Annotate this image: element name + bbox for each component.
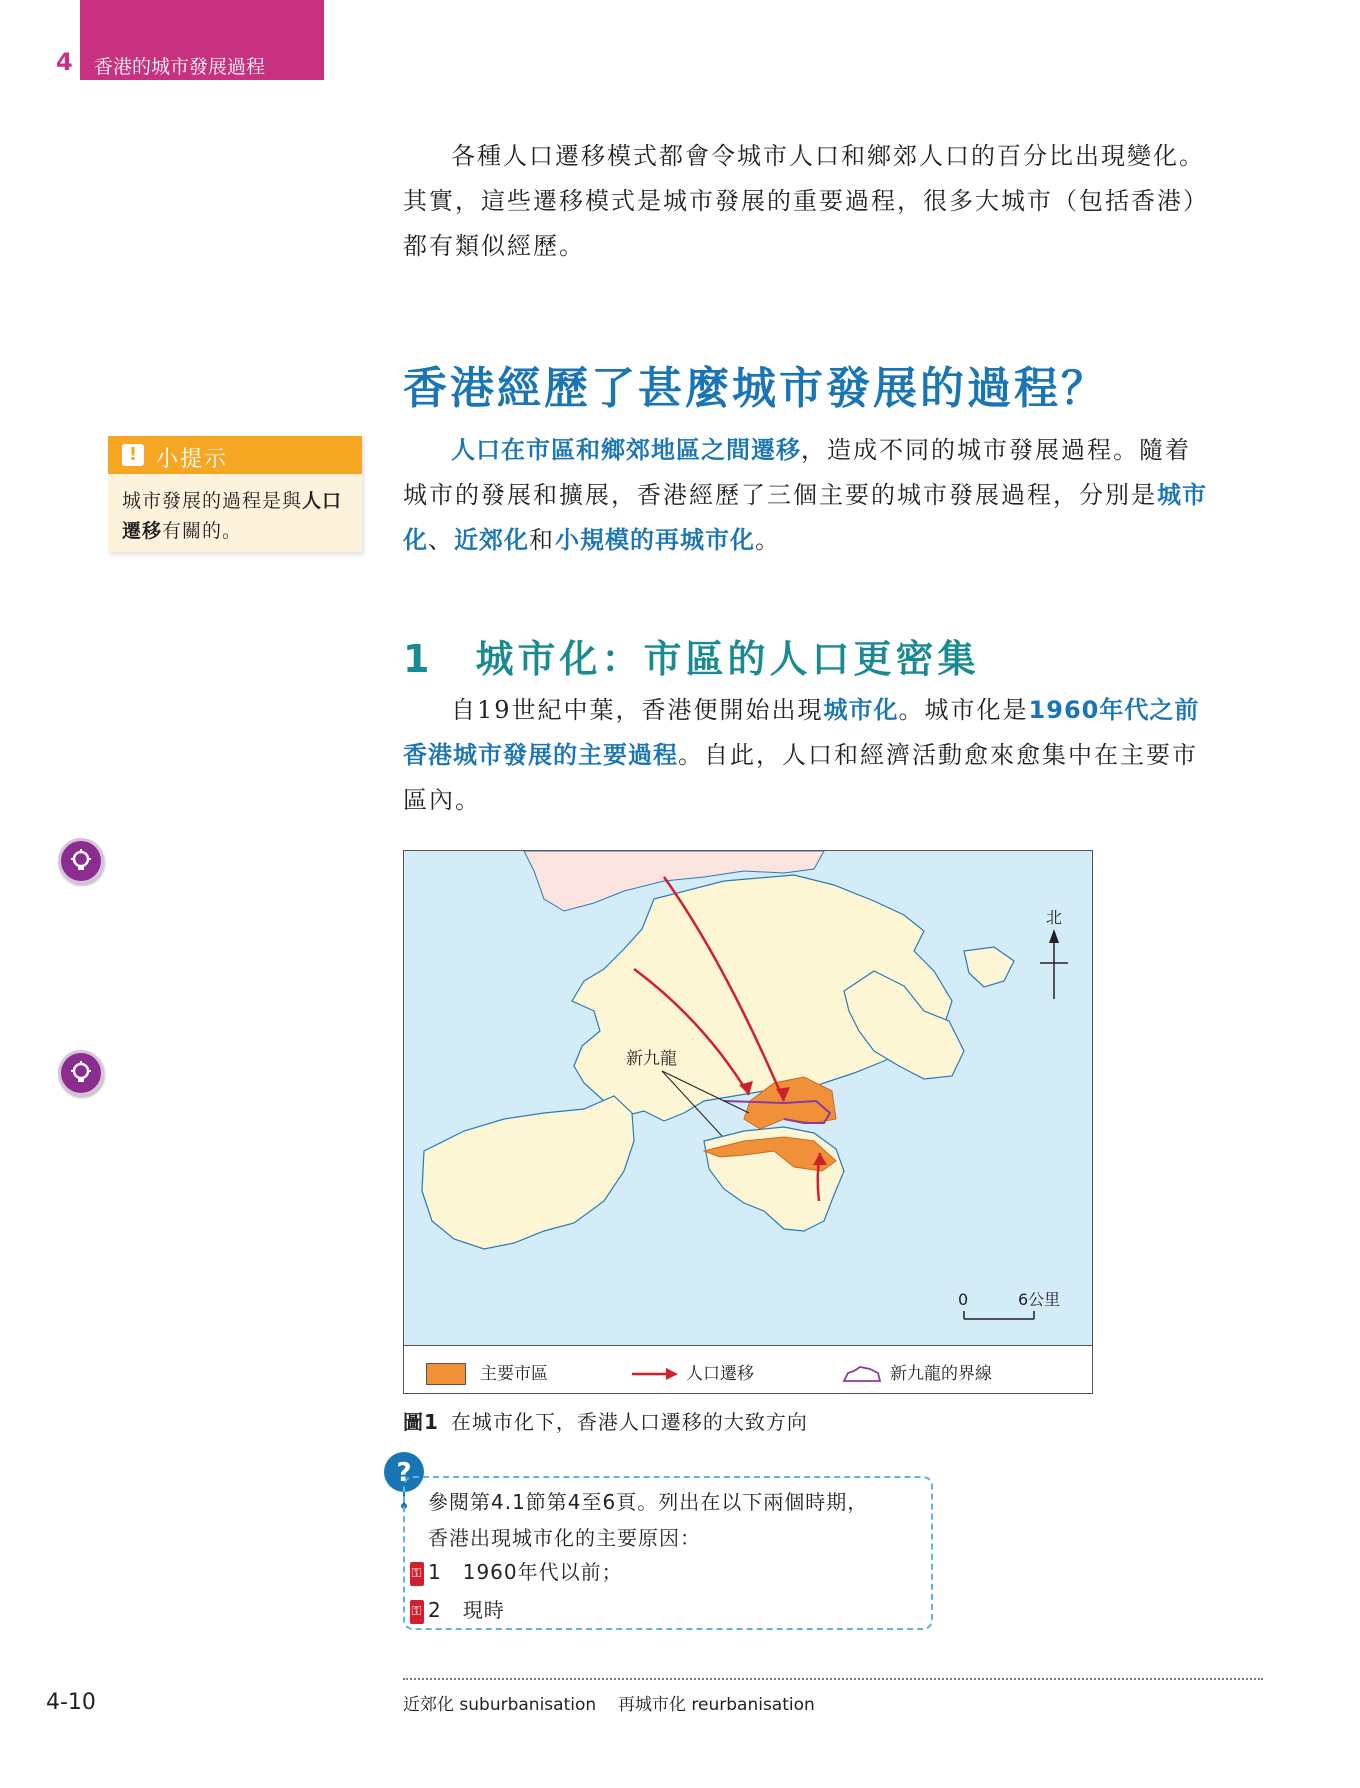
chapter-number: 4 <box>56 48 73 76</box>
tip-text <box>122 486 350 546</box>
section-line <box>403 473 1263 518</box>
text-run: 。自此，人口和經濟活動愈來愈集中在主要市 <box>678 741 1198 769</box>
text-run: 自19世紀中葉，香港便開始出現 <box>451 696 824 724</box>
section-line <box>403 428 1263 473</box>
text-run: 和 <box>529 526 555 554</box>
question-item-text: 1 1960年代以前； <box>428 1560 623 1584</box>
section-heading: 香港經歷了甚麼城市發展的過程？ <box>403 363 1108 414</box>
key-icon: ⚿ <box>410 1600 424 1624</box>
highlight-term: 小規模的再城市化 <box>555 526 755 554</box>
chapter-title: 香港的城市發展過程 <box>94 56 266 78</box>
exclamation-icon: ! <box>122 444 144 466</box>
caption-text: 在城市化下，香港人口遷移的大致方向 <box>450 1410 808 1434</box>
urbanisation-line <box>403 688 1263 733</box>
urbanisation-paragraph <box>403 688 1263 823</box>
map-area <box>404 851 1092 1346</box>
section-paragraph <box>403 428 1263 563</box>
scale-end: 6公里 <box>1018 1290 1061 1309</box>
text-run: 城市的發展和擴展，香港經歷了三個主要的城市發展過程，分別是 <box>403 481 1157 509</box>
section-line <box>403 518 1263 563</box>
question-item-text: 2 現時 <box>428 1598 505 1622</box>
tip-title: 小提示 <box>156 447 229 472</box>
intro-line: 其實，這些遷移模式是城市發展的重要過程，很多大城市（包括香港） <box>403 187 1209 215</box>
chapter-tab <box>0 0 324 80</box>
page-number: 4-10 <box>46 1690 96 1715</box>
lightbulb-icon[interactable] <box>58 1050 104 1096</box>
tip-box <box>108 436 362 552</box>
legend-label: 主要市區 <box>480 1364 548 1384</box>
tip-text-part: 有關的。 <box>162 520 243 542</box>
highlight-term: 化 <box>403 526 428 554</box>
question-line: 香港出現城市化的主要原因： <box>428 1526 701 1550</box>
text-run: 。城市化是 <box>898 696 1029 724</box>
hong-kong-map <box>404 851 1092 1345</box>
caption-label: 圖1 <box>403 1410 439 1434</box>
urbanisation-line: 區內。 <box>403 786 481 814</box>
figure-caption <box>403 1406 808 1435</box>
legend-label: 新九龍的界線 <box>890 1364 992 1384</box>
legend-label: 人口遷移 <box>686 1364 754 1384</box>
urbanisation-line <box>403 733 1263 778</box>
migration-arrow-swatch <box>632 1367 678 1381</box>
boundary-swatch <box>842 1363 882 1385</box>
question-text <box>428 1484 868 1556</box>
footer-divider <box>403 1678 1263 1680</box>
tip-text-bold: 人口遷移 <box>122 490 343 542</box>
text-run: 。 <box>755 526 781 554</box>
scale-zero: 0 <box>958 1290 969 1309</box>
subheading: 1 城市化：市區的人口更密集 <box>403 637 980 681</box>
highlight-term: 城市 <box>1157 481 1207 509</box>
question-item <box>410 1594 505 1624</box>
intro-line: 都有類似經歷。 <box>403 232 585 260</box>
highlight-term: 1960年代之前 <box>1028 696 1200 724</box>
highlight-term: 香港城市發展的主要過程 <box>403 741 678 769</box>
question-item <box>410 1556 623 1586</box>
highlight-term: 城市化 <box>823 696 899 724</box>
intro-paragraph <box>403 134 1263 269</box>
key-icon: ⚿ <box>410 1562 424 1586</box>
highlight-term: 人口在市區和鄉郊地區之間遷移 <box>451 436 801 464</box>
legend-boundary <box>842 1359 992 1385</box>
highlight-term: 近郊化 <box>454 526 529 554</box>
glossary-term: 近郊化 suburbanisation <box>403 1695 597 1715</box>
text-run: ，造成不同的城市發展過程。隨着 <box>801 436 1191 464</box>
intro-line: 各種人口遷移模式都會令城市人口和鄉郊人口的百分比出現變化。 <box>451 142 1205 170</box>
tip-text-part: 城市發展的過程是與 <box>122 490 303 512</box>
legend-migration <box>632 1359 754 1384</box>
text-run: 、 <box>428 526 454 554</box>
map-figure <box>403 850 1093 1394</box>
legend-urban <box>426 1359 548 1385</box>
urban-swatch <box>426 1363 466 1385</box>
lightbulb-icon[interactable] <box>58 838 104 884</box>
tip-header <box>108 436 362 474</box>
glossary-term: 再城市化 reurbanisation <box>618 1695 815 1715</box>
north-label: 北 <box>1045 908 1063 927</box>
question-line: 參閱第4.1節第4至6頁。列出在以下兩個時期， <box>428 1490 869 1514</box>
svg-text:?: ? <box>396 1458 412 1488</box>
callout-label: 新九龍 <box>626 1049 677 1069</box>
